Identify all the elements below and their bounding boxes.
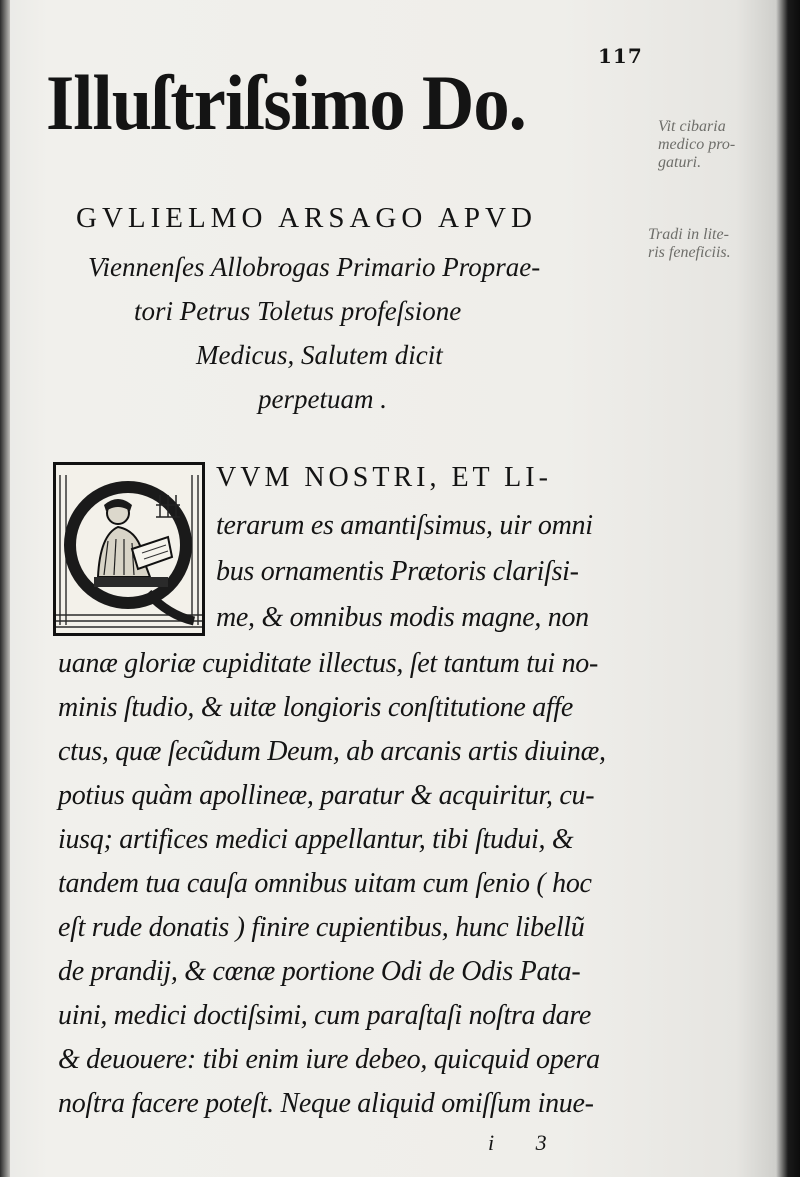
body-first-line: VVM NOSTRI, ET LI- [216,462,552,493]
dedication-caps-line: GVLIELMO ARSAGO APVD [76,202,537,234]
dedication-line-1: Viennenſes Allobrogas Primario Proprae- [88,252,541,282]
dedication-line-3: Medicus, Salutem dicit [196,340,443,370]
body-line: uini, medici doctiſsimi, cum paraſtaſi noſtra dare [58,1000,592,1031]
body-line: me, & omnibus modis magne, non [216,602,589,633]
margin-note-line: gaturi. [658,154,702,171]
body-line: uanæ gloriæ cupiditate illectus, ſet tantum tui no- [58,648,598,679]
dedication-line-4: perpetuam . [258,384,387,414]
margin-note-1 [658,118,735,172]
body-line: de prandij, & cœnæ portione Odi de Odis Pata- [58,956,581,987]
page-title: Illuſtriſsimo Do. [46,59,526,146]
body-line: ctus, quæ ſecũdum Deum, ab arcanis artis diuinæ, [58,736,606,767]
margin-note-line: medico pro- [658,136,736,153]
margin-note-line: ris feneficiis. [648,244,731,261]
body-line: & deuouere: tibi enim iure debeo, quicquid opera [58,1044,600,1075]
woodcut-drop-cap [53,462,205,636]
body-line: potius quàm apollineæ, paratur & acquiritur, cu- [58,780,595,811]
body-line: minis ſtudio, & uitæ longioris conſtitutione affe [58,692,573,723]
page-number: 117 [598,44,643,68]
dedication-line-2: tori Petrus Toletus profeſsione [134,296,462,326]
body-line: terarum es amantiſsimus, uir omni [216,510,593,541]
margin-note-2 [648,226,731,262]
signature-mark: i 3 [488,1130,565,1155]
woodcut-illustration [56,465,202,633]
margin-note-line: Tradi in lite- [648,226,729,243]
body-line: iusq; artifices medici appellantur, tibi ſtudui, & [58,824,574,855]
margin-note-line: Vit cibaria [658,118,726,135]
body-line: tandem tua cauſa omnibus uitam cum ſenio ( hoc [58,868,592,899]
body-line: eſt rude donatis ) finire cupientibus, hunc libellũ [58,912,585,943]
body-line: bus ornamentis Prætoris clariſsi- [216,556,579,587]
body-line: noſtra facere poteſt. Neque aliquid omiſſum inue- [58,1088,594,1119]
page-gutter [0,0,10,1177]
